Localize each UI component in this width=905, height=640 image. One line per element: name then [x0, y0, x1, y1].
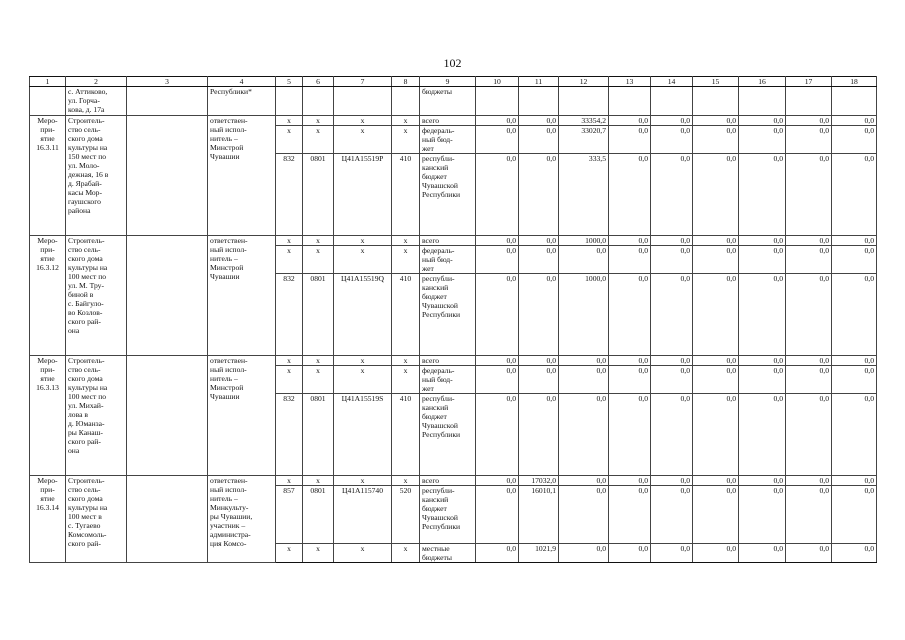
value-cell: 0,0: [693, 356, 739, 366]
table-cell: [127, 236, 208, 356]
table-cell: 832: [276, 394, 303, 476]
value-cell: 0,0: [739, 544, 786, 563]
table-cell: x: [334, 356, 392, 366]
table-cell: [30, 87, 66, 116]
value-cell: 0,0: [476, 476, 519, 486]
value-cell: 0,0: [739, 116, 786, 126]
header-cell: 6: [303, 77, 334, 87]
table-cell: с. Аттиково, ул. Горча- кова, д. 17а: [66, 87, 127, 116]
value-cell: 0,0: [786, 154, 832, 236]
funding-source-cell: федераль- ный бюд- жет: [420, 366, 476, 394]
value-cell: 0,0: [651, 126, 693, 154]
value-cell: 0,0: [559, 246, 609, 274]
table-cell: x: [276, 476, 303, 486]
value-cell: 0,0: [739, 246, 786, 274]
value-cell: 0,0: [786, 126, 832, 154]
table-cell: x: [303, 544, 334, 563]
value-cell: 0,0: [739, 356, 786, 366]
table-cell: [334, 87, 392, 116]
value-cell: 0,0: [786, 356, 832, 366]
table-cell: 0801: [303, 486, 334, 544]
value-cell: 0,0: [609, 246, 651, 274]
funding-source-cell: всего: [420, 356, 476, 366]
value-cell: 0,0: [786, 116, 832, 126]
header-cell: 2: [66, 77, 127, 87]
value-cell: 0,0: [832, 356, 877, 366]
value-cell: 0,0: [832, 116, 877, 126]
value-cell: 0,0: [832, 476, 877, 486]
value-cell: 0,0: [609, 274, 651, 356]
value-cell: 0,0: [693, 236, 739, 246]
value-cell: 0,0: [739, 366, 786, 394]
value-cell: 0,0: [739, 476, 786, 486]
table-cell: [276, 87, 303, 116]
header-cell: 8: [392, 77, 420, 87]
table-cell: x: [276, 246, 303, 274]
table-cell: Республики*: [208, 87, 276, 116]
value-cell: 0,0: [786, 246, 832, 274]
value-cell: 0,0: [519, 154, 559, 236]
table-cell: 0801: [303, 274, 334, 356]
table-cell: x: [276, 116, 303, 126]
table-cell: x: [392, 126, 420, 154]
table-cell: x: [303, 116, 334, 126]
value-cell: 0,0: [519, 116, 559, 126]
header-row: [30, 77, 877, 87]
value-cell: 0,0: [832, 126, 877, 154]
header-cell: 4: [208, 77, 276, 87]
header-cell: 13: [609, 77, 651, 87]
value-cell: 17032,0: [519, 476, 559, 486]
header-cell: 11: [519, 77, 559, 87]
value-cell: 0,0: [786, 236, 832, 246]
table-cell: x: [334, 116, 392, 126]
value-cell: 0,0: [559, 476, 609, 486]
value-cell: 33354,2: [559, 116, 609, 126]
value-cell: 0,0: [559, 356, 609, 366]
table-cell: Ц41А15519S: [334, 394, 392, 476]
value-cell: 0,0: [559, 366, 609, 394]
value-cell: 0,0: [519, 246, 559, 274]
funding-source-cell: республи- канский бюджет Чувашской Республики: [420, 274, 476, 356]
event-name-cell: Строитель- ство сель- ского дома культуры на 100 мест в с. Тугаево Комсомоль- ского рай-: [66, 476, 127, 563]
value-cell: 0,0: [651, 274, 693, 356]
value-cell: 0,0: [786, 274, 832, 356]
value-cell: 0,0: [832, 486, 877, 544]
table-cell: 0801: [303, 394, 334, 476]
funding-source-cell: всего: [420, 476, 476, 486]
value-cell: 0,0: [559, 544, 609, 563]
value-cell: 0,0: [651, 544, 693, 563]
value-cell: 0,0: [693, 486, 739, 544]
funding-source-cell: местные бюджеты: [420, 544, 476, 563]
value-cell: 0,0: [693, 394, 739, 476]
table-cell: x: [392, 544, 420, 563]
value-cell: 0,0: [739, 274, 786, 356]
event-id-cell: Меро- при- ятие 16.3.14: [30, 476, 66, 563]
value-cell: 16010,1: [519, 486, 559, 544]
value-cell: 0,0: [832, 246, 877, 274]
value-cell: 0,0: [786, 476, 832, 486]
table-cell: 410: [392, 274, 420, 356]
table-cell: x: [334, 366, 392, 394]
value-cell: 0,0: [519, 236, 559, 246]
value-cell: 0,0: [693, 246, 739, 274]
value-cell: 0,0: [832, 394, 877, 476]
funding-source-cell: республи- канский бюджет Чувашской Республики: [420, 154, 476, 236]
table-cell: 410: [392, 394, 420, 476]
table-cell: x: [334, 236, 392, 246]
value-cell: 0,0: [476, 116, 519, 126]
value-cell: 0,0: [476, 356, 519, 366]
value-cell: 0,0: [693, 154, 739, 236]
value-cell: 0,0: [739, 154, 786, 236]
budget-table: [29, 76, 877, 563]
value-cell: 0,0: [519, 394, 559, 476]
table-cell: x: [334, 126, 392, 154]
value-cell: 0,0: [651, 476, 693, 486]
value-cell: 0,0: [693, 126, 739, 154]
table-cell: [127, 476, 208, 563]
funding-source-cell: всего: [420, 116, 476, 126]
value-cell: 0,0: [651, 366, 693, 394]
table-cell: [303, 87, 334, 116]
value-cell: 0,0: [476, 366, 519, 394]
value-cell: 0,0: [609, 476, 651, 486]
header-cell: 16: [739, 77, 786, 87]
value-cell: 0,0: [609, 126, 651, 154]
value-cell: 0,0: [651, 154, 693, 236]
table-cell: x: [392, 476, 420, 486]
table-cell: [786, 87, 832, 116]
table-cell: x: [334, 544, 392, 563]
table-cell: 832: [276, 274, 303, 356]
value-cell: 0,0: [693, 366, 739, 394]
table-cell: [651, 87, 693, 116]
table-cell: Ц41А15519Р: [334, 154, 392, 236]
value-cell: 0,0: [609, 394, 651, 476]
value-cell: 0,0: [609, 486, 651, 544]
page-number: 102: [443, 56, 462, 70]
table-row: [30, 236, 877, 246]
funding-source-cell: федераль- ный бюд- жет: [420, 246, 476, 274]
value-cell: 0,0: [693, 544, 739, 563]
value-cell: 0,0: [519, 274, 559, 356]
value-cell: 0,0: [519, 126, 559, 154]
table-cell: 410: [392, 154, 420, 236]
header-cell: 10: [476, 77, 519, 87]
header-cell: 12: [559, 77, 609, 87]
value-cell: 1000,0: [559, 274, 609, 356]
value-cell: 0,0: [832, 154, 877, 236]
value-cell: 0,0: [832, 274, 877, 356]
table-cell: x: [334, 476, 392, 486]
value-cell: 0,0: [786, 366, 832, 394]
value-cell: 0,0: [693, 476, 739, 486]
value-cell: 33020,7: [559, 126, 609, 154]
value-cell: 0,0: [476, 394, 519, 476]
header-cell: 3: [127, 77, 208, 87]
executor-cell: ответствен- ный испол- нитель – Минстрой Чувашии: [208, 116, 276, 236]
table-cell: [127, 116, 208, 236]
table-cell: [392, 87, 420, 116]
table-cell: 857: [276, 486, 303, 544]
table-cell: [519, 87, 559, 116]
table-cell: x: [303, 236, 334, 246]
table-cell: бюджеты: [420, 87, 476, 116]
value-cell: 0,0: [609, 366, 651, 394]
value-cell: 0,0: [559, 486, 609, 544]
executor-cell: ответствен- ный испол- нитель – Минстрой Чувашии: [208, 356, 276, 476]
table-row: [30, 116, 877, 126]
table-cell: [476, 87, 519, 116]
table-cell: x: [276, 544, 303, 563]
event-id-cell: Меро- при- ятие 16.3.12: [30, 236, 66, 356]
table-cell: x: [392, 116, 420, 126]
value-cell: 0,0: [651, 116, 693, 126]
executor-cell: ответствен- ный испол- нитель – Минстрой Чувашии: [208, 236, 276, 356]
header-cell: 5: [276, 77, 303, 87]
value-cell: 0,0: [786, 394, 832, 476]
value-cell: 0,0: [739, 236, 786, 246]
value-cell: 0,0: [609, 154, 651, 236]
table-cell: [739, 87, 786, 116]
value-cell: 1000,0: [559, 236, 609, 246]
value-cell: 0,0: [739, 126, 786, 154]
header-cell: 7: [334, 77, 392, 87]
value-cell: 0,0: [693, 116, 739, 126]
header-cell: 1: [30, 77, 66, 87]
value-cell: 0,0: [519, 356, 559, 366]
continuation-row: [30, 87, 877, 116]
executor-cell: ответствен- ный испол- нитель – Минкульту- ры Чувашии, участник – администра- ция Комсо-: [208, 476, 276, 563]
table-cell: Ц41А115740: [334, 486, 392, 544]
table-cell: x: [392, 366, 420, 394]
value-cell: 0,0: [651, 356, 693, 366]
value-cell: 0,0: [476, 274, 519, 356]
value-cell: 0,0: [739, 486, 786, 544]
table-cell: x: [303, 366, 334, 394]
table-cell: x: [303, 126, 334, 154]
value-cell: 0,0: [651, 236, 693, 246]
table-cell: [693, 87, 739, 116]
value-cell: 0,0: [739, 394, 786, 476]
value-cell: 0,0: [786, 486, 832, 544]
table-cell: x: [303, 356, 334, 366]
funding-source-cell: республи- канский бюджет Чувашской Республики: [420, 486, 476, 544]
table-cell: x: [276, 236, 303, 246]
value-cell: 1021,9: [519, 544, 559, 563]
table-cell: [127, 87, 208, 116]
event-name-cell: Строитель- ство сель- ского дома культуры на 150 мест по ул. Моло- дежная, 16 в д. Ярабай- касы Мор- гаушского района: [66, 116, 127, 236]
event-name-cell: Строитель- ство сель- ского дома культуры на 100 мест по ул. Михай- лова в д. Юманза- ры Канаш- ского рай- она: [66, 356, 127, 476]
value-cell: 0,0: [609, 116, 651, 126]
table-cell: x: [303, 476, 334, 486]
value-cell: 0,0: [476, 486, 519, 544]
value-cell: 333,5: [559, 154, 609, 236]
value-cell: 0,0: [476, 236, 519, 246]
value-cell: 0,0: [476, 154, 519, 236]
value-cell: 0,0: [693, 274, 739, 356]
value-cell: 0,0: [609, 356, 651, 366]
value-cell: 0,0: [832, 366, 877, 394]
value-cell: 0,0: [832, 236, 877, 246]
value-cell: 0,0: [559, 394, 609, 476]
header-cell: 14: [651, 77, 693, 87]
table-row: [30, 356, 877, 366]
value-cell: 0,0: [476, 126, 519, 154]
table-cell: [609, 87, 651, 116]
value-cell: 0,0: [832, 544, 877, 563]
table-cell: 832: [276, 154, 303, 236]
header-cell: 17: [786, 77, 832, 87]
table-cell: x: [334, 246, 392, 274]
table-cell: x: [392, 246, 420, 274]
value-cell: 0,0: [651, 246, 693, 274]
table-row: [30, 476, 877, 486]
table-cell: [832, 87, 877, 116]
table-cell: 0801: [303, 154, 334, 236]
table-cell: x: [392, 236, 420, 246]
event-name-cell: Строитель- ство сель- ского дома культуры на 100 мест по ул. М. Тру- биной в с. Байгуло- во Козлов- ского рай- она: [66, 236, 127, 356]
table-cell: x: [276, 356, 303, 366]
value-cell: 0,0: [476, 544, 519, 563]
table-cell: [559, 87, 609, 116]
header-cell: 18: [832, 77, 877, 87]
value-cell: 0,0: [609, 236, 651, 246]
table-cell: [127, 356, 208, 476]
table-cell: x: [276, 366, 303, 394]
table-cell: x: [276, 126, 303, 154]
funding-source-cell: республи- канский бюджет Чувашской Республики: [420, 394, 476, 476]
funding-source-cell: федераль- ный бюд- жет: [420, 126, 476, 154]
table-cell: 520: [392, 486, 420, 544]
value-cell: 0,0: [651, 486, 693, 544]
table-cell: x: [303, 246, 334, 274]
value-cell: 0,0: [651, 394, 693, 476]
header-cell: 15: [693, 77, 739, 87]
event-id-cell: Меро- при- ятие 16.3.13: [30, 356, 66, 476]
table-cell: x: [392, 356, 420, 366]
value-cell: 0,0: [476, 246, 519, 274]
header-cell: 9: [420, 77, 476, 87]
event-id-cell: Меро- при- ятие 16.3.11: [30, 116, 66, 236]
funding-source-cell: всего: [420, 236, 476, 246]
value-cell: 0,0: [786, 544, 832, 563]
table-cell: Ц41А15519Q: [334, 274, 392, 356]
value-cell: 0,0: [609, 544, 651, 563]
value-cell: 0,0: [519, 366, 559, 394]
